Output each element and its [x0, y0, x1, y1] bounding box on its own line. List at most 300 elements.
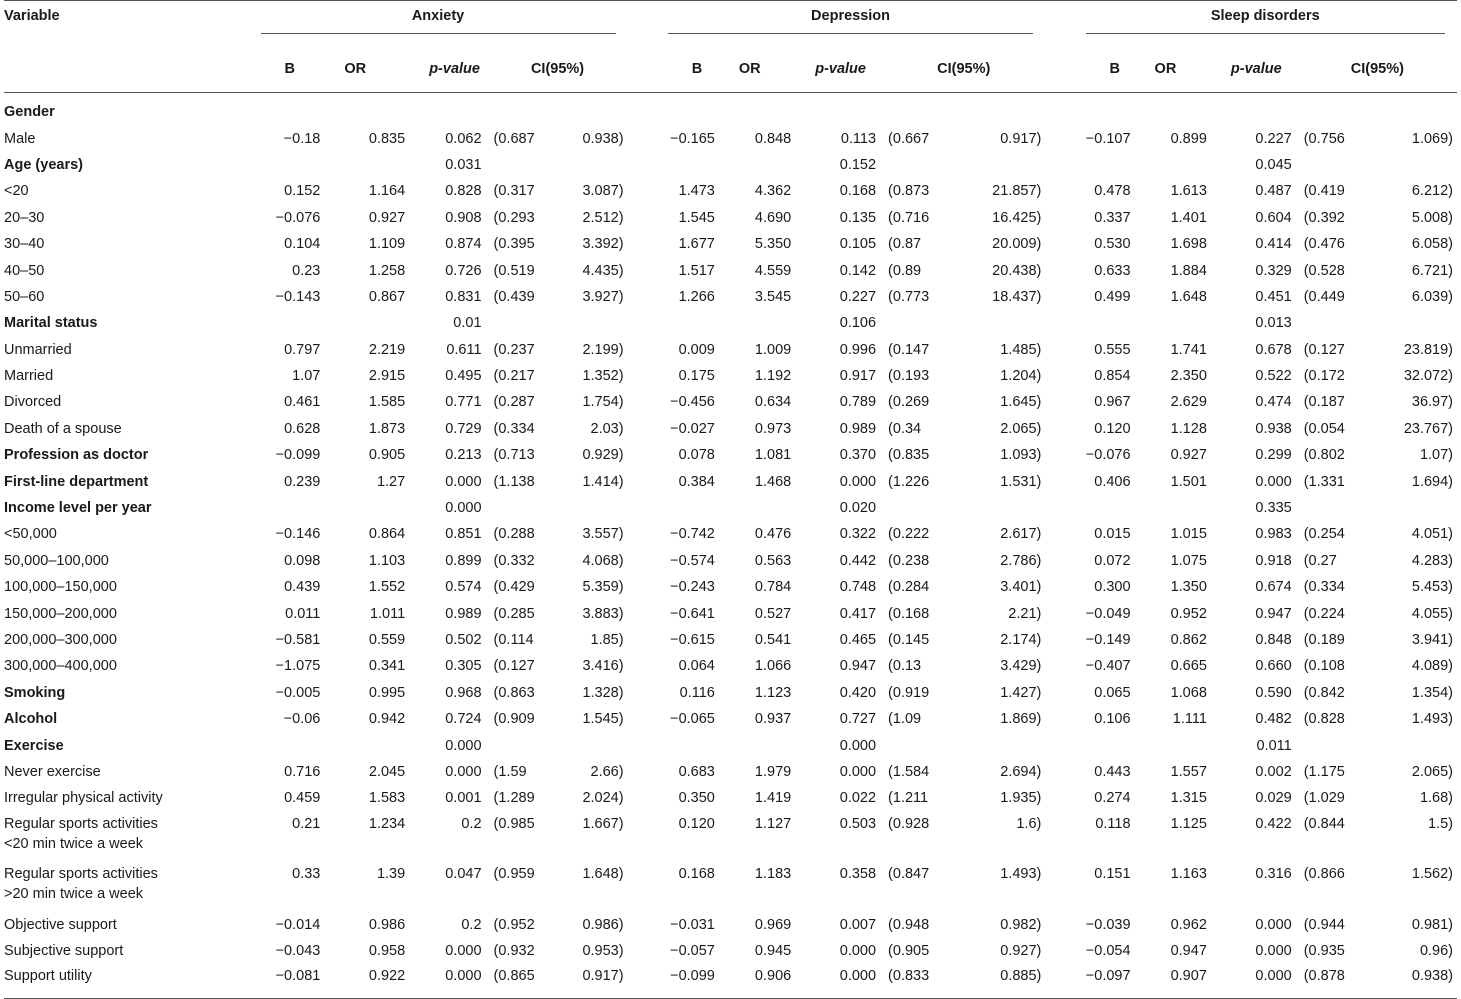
- table-cell: (0.145: [888, 632, 930, 648]
- table-cell: 0.142: [839, 262, 877, 279]
- table-cell: 0.981): [1411, 916, 1453, 933]
- table-cell: [1298, 93, 1374, 126]
- table-cell: [721, 93, 797, 126]
- table-cell: −0.149: [1085, 632, 1131, 648]
- table-cell: 1.27: [376, 473, 406, 490]
- table-cell: 3.087): [582, 183, 624, 200]
- table-row: [4, 862, 1457, 912]
- table-cell: 0.848: [1255, 632, 1292, 648]
- table-cell: 0.029: [1255, 790, 1292, 807]
- table-cell: 1.128: [1170, 420, 1207, 437]
- table-cell: 21.857): [992, 183, 1042, 200]
- table-cell: 1.315: [1170, 790, 1207, 807]
- table-cell: [1084, 93, 1137, 126]
- table-cell: (0.238: [888, 552, 930, 569]
- table-cell: 0.917): [1000, 130, 1042, 147]
- table-cell: (0.147: [888, 341, 930, 358]
- table-cell: −0.097: [1084, 964, 1137, 999]
- table-cell: (0.254: [1303, 526, 1345, 543]
- table-cell: (1.289: [493, 790, 535, 807]
- table-cell: (0.866: [1303, 865, 1345, 882]
- table-cell: 1.354): [1411, 684, 1453, 701]
- table-cell: 5.008): [1411, 209, 1453, 226]
- subcolumn-header-row: [4, 48, 1457, 93]
- table-cell: 0.929): [582, 447, 624, 464]
- table-cell: (0.847: [888, 865, 930, 882]
- table-cell: (0.13: [888, 658, 922, 675]
- table-cell: 1.125: [1170, 815, 1207, 832]
- table-cell: (0.189: [1303, 632, 1345, 648]
- table-cell: (0.944: [1303, 916, 1345, 933]
- table-cell: [572, 310, 627, 336]
- table-cell: 20.009): [992, 236, 1042, 253]
- table-cell: [666, 310, 721, 336]
- table-cell: 0.530: [1094, 236, 1131, 253]
- table-cell: −0.18: [283, 130, 321, 147]
- table-row: [4, 653, 1457, 679]
- table-cell: 1.350: [1170, 579, 1207, 596]
- subcol-header-p-value: p-value: [797, 48, 882, 93]
- table-cell: 1.111: [1172, 711, 1207, 728]
- row-label: Never exercise: [4, 763, 101, 780]
- table-cell: 1.07): [1419, 447, 1453, 464]
- table-cell: −0.043: [275, 943, 321, 960]
- table-cell: 0.634: [754, 394, 792, 411]
- table-cell: 0.105: [839, 236, 877, 253]
- table-cell: 2.350: [1170, 368, 1207, 385]
- table-cell: (0.334: [1303, 579, 1345, 596]
- table-cell: 1.754): [582, 394, 624, 411]
- table-cell: (0.392: [1303, 209, 1345, 226]
- row-label: Age (years): [4, 156, 83, 173]
- table-cell: [666, 732, 721, 758]
- row-label: Objective support: [4, 916, 117, 933]
- table-cell: (0.985: [493, 815, 535, 832]
- table-cell: [572, 732, 627, 758]
- table-cell: 0.563: [754, 552, 792, 569]
- table-cell: 1.401: [1170, 209, 1207, 226]
- subcol-header-p-value: p-value: [411, 48, 487, 93]
- table-cell: 0.451: [1255, 288, 1292, 305]
- table-cell: 0.958: [368, 943, 406, 960]
- table-cell: 0.899: [445, 552, 482, 569]
- table-cell: (0.932: [493, 943, 535, 960]
- table-cell: 1.011: [369, 605, 406, 622]
- table-cell: (0.269: [888, 394, 930, 411]
- table-cell: 0.116: [679, 684, 715, 701]
- table-cell: (0.802: [1303, 447, 1345, 464]
- table-cell: (1.59: [493, 763, 527, 780]
- table-cell: 0.358: [839, 865, 877, 882]
- table-cell: (0.287: [493, 394, 535, 411]
- table-cell: 3.941): [1411, 632, 1453, 648]
- table-cell: 1.081: [754, 447, 792, 464]
- table-cell: 0.078: [678, 447, 715, 464]
- table-cell: 0.922: [326, 964, 411, 999]
- table-cell: 0.665: [1170, 658, 1207, 675]
- table-cell: 1.648): [582, 865, 624, 882]
- table-cell: 0.938): [582, 130, 624, 147]
- table-cell: 0.062: [445, 130, 482, 147]
- subcol-header-or: OR: [326, 48, 411, 93]
- table-cell: 0.000: [411, 964, 487, 999]
- table-cell: 0.789: [839, 394, 877, 411]
- table-row: [4, 257, 1457, 283]
- table-cell: 0.771: [445, 394, 482, 411]
- table-cell: 0.000: [839, 473, 877, 490]
- table-cell: 6.058): [1411, 236, 1453, 253]
- table-cell: −0.456: [670, 394, 715, 411]
- table-cell: (0.127: [493, 658, 535, 675]
- table-cell: (0.168: [888, 605, 930, 622]
- table-cell: [488, 93, 573, 126]
- row-label: Death of a spouse: [4, 420, 122, 437]
- table-cell: [488, 152, 573, 178]
- table-cell: 2.199): [582, 341, 624, 358]
- table-cell: 0.969: [754, 916, 792, 933]
- table-cell: 3.557): [582, 526, 624, 543]
- table-cell: 0.2: [461, 815, 482, 832]
- table-cell: 0.828: [445, 183, 482, 200]
- table-cell: (1.029: [1303, 790, 1345, 807]
- table-row: [4, 785, 1457, 811]
- regression-table: [4, 0, 1457, 999]
- table-cell: (0.528: [1303, 262, 1345, 279]
- table-cell: (0.054: [1303, 420, 1345, 437]
- table-cell: (0.833: [882, 964, 958, 999]
- table-cell: 2.174): [1000, 632, 1042, 648]
- row-label: 150,000–200,000: [4, 605, 117, 622]
- table-cell: 0.917: [839, 368, 877, 385]
- table-cell: (0.108: [1303, 658, 1345, 675]
- table-cell: 1.557: [1170, 763, 1207, 780]
- table-cell: 1.545: [678, 209, 715, 226]
- table-cell: 0.918: [1255, 552, 1292, 569]
- table-cell: 0.674: [1255, 579, 1292, 596]
- table-cell: 0.724: [445, 711, 482, 728]
- table-cell: 1.667): [582, 815, 624, 832]
- table-cell: 1.694): [1411, 473, 1453, 490]
- table-cell: 0.104: [284, 236, 321, 253]
- table-cell: 0.461: [284, 394, 321, 411]
- subcol-header-or: OR: [1137, 48, 1213, 93]
- table-cell: 4.055): [1411, 605, 1453, 622]
- table-cell: 23.819): [1403, 341, 1453, 358]
- table-row: [4, 938, 1457, 964]
- group-header-sleep-disorders: Sleep disorders: [1084, 1, 1457, 49]
- table-cell: [1374, 310, 1457, 336]
- table-cell: 1.884: [1170, 262, 1207, 279]
- row-label: Profession as doctor: [4, 447, 149, 464]
- table-cell: [259, 495, 327, 521]
- row-label: Support utility: [4, 964, 259, 999]
- row-label: Divorced: [4, 394, 62, 411]
- table-cell: 0.065: [1094, 684, 1131, 701]
- table-cell: 0.611: [446, 341, 482, 358]
- row-label: Male: [4, 130, 36, 147]
- table-cell: [1084, 152, 1137, 178]
- table-cell: 1.68): [1419, 790, 1453, 807]
- table-cell: (1.226: [888, 473, 930, 490]
- table-cell: 0.031: [445, 156, 482, 173]
- table-cell: (0.909: [493, 711, 535, 728]
- table-cell: 0.499: [1094, 288, 1131, 305]
- table-cell: 0.953): [582, 943, 624, 960]
- table-cell: 2.512): [582, 209, 624, 226]
- table-cell: 0.459: [284, 790, 321, 807]
- table-cell: 0.899: [1170, 130, 1207, 147]
- table-cell: 5.453): [1411, 579, 1453, 596]
- table-cell: 1.39: [376, 865, 406, 882]
- table-cell: 0.341: [368, 658, 406, 675]
- table-cell: 0.002: [1255, 763, 1292, 780]
- table-cell: 0.000: [1255, 473, 1292, 490]
- table-cell: 1.066: [754, 658, 792, 675]
- table-cell: 0.995: [368, 684, 406, 701]
- table-cell: −0.027: [670, 420, 715, 437]
- table-cell: (0.285: [493, 605, 535, 622]
- table-cell: 0.478: [1094, 183, 1131, 200]
- table-cell: 0.938): [1374, 964, 1457, 999]
- table-cell: 0.628: [284, 420, 321, 437]
- table-cell: 2.629: [1170, 394, 1207, 411]
- table-row: [4, 964, 1457, 999]
- table-cell: 1.552: [368, 579, 406, 596]
- table-cell: 3.401): [1000, 579, 1042, 596]
- table-cell: [1298, 732, 1374, 758]
- table-cell: −0.099: [666, 964, 721, 999]
- table-cell: 1.123: [754, 684, 792, 701]
- table-row: [4, 363, 1457, 389]
- table-cell: −0.243: [670, 579, 715, 596]
- table-cell: [1298, 152, 1374, 178]
- table-cell: (0.332: [493, 552, 535, 569]
- table-cell: 0.862: [1170, 632, 1207, 648]
- table-cell: −0.076: [1085, 447, 1131, 464]
- table-cell: 2.915: [368, 368, 406, 385]
- table-cell: (0.89: [888, 262, 922, 279]
- row-label: 200,000–300,000: [4, 632, 117, 648]
- table-cell: 0.784: [754, 579, 792, 596]
- table-cell: (0.395: [493, 236, 535, 253]
- row-label: Regular sports activities >20 min twice a week: [4, 865, 158, 902]
- table-cell: 20.438): [992, 262, 1042, 279]
- table-cell: 0.151: [1094, 865, 1131, 882]
- table-cell: 0.559: [368, 632, 406, 648]
- table-cell: 0.152: [839, 156, 877, 173]
- table-cell: [1084, 310, 1137, 336]
- table-cell: 1.583: [368, 790, 406, 807]
- table-cell: 0.175: [678, 368, 715, 385]
- table-cell: (1.331: [1303, 473, 1345, 490]
- table-cell: 0.439: [284, 579, 321, 596]
- variable-header: Variable: [4, 1, 259, 49]
- table-row: [4, 310, 1457, 336]
- table-cell: 0.522: [1255, 368, 1292, 385]
- table-cell: 0.274: [1094, 790, 1131, 807]
- table-cell: (0.905: [888, 943, 930, 960]
- table-cell: (0.863: [493, 684, 535, 701]
- group-header-depression: Depression: [666, 1, 1046, 49]
- table-cell: 4.559: [754, 262, 792, 279]
- table-cell: −0.06: [283, 711, 321, 728]
- table-cell: [1374, 93, 1457, 126]
- row-label: <20: [4, 183, 29, 200]
- table-cell: 3.883): [582, 605, 624, 622]
- table-cell: 1.741: [1170, 341, 1207, 358]
- table-cell: [721, 310, 797, 336]
- table-cell: (0.87: [888, 236, 922, 253]
- table-cell: 0.015: [1094, 526, 1131, 543]
- table-cell: 1.873: [368, 420, 406, 437]
- table-cell: 0.867: [368, 288, 406, 305]
- table-cell: [1137, 310, 1213, 336]
- table-cell: 5.359): [582, 579, 624, 596]
- table-cell: −0.081: [259, 964, 327, 999]
- table-cell: 1.127: [754, 815, 792, 832]
- table-cell: 1.979: [754, 763, 792, 780]
- table-cell: 1.192: [754, 368, 792, 385]
- table-cell: 1.613: [1170, 183, 1207, 200]
- table-cell: 0.716: [284, 763, 321, 780]
- table-cell: 0.000: [445, 473, 482, 490]
- table-cell: 1.585: [368, 394, 406, 411]
- table-cell: 0.120: [678, 815, 715, 832]
- table-row: [4, 574, 1457, 600]
- row-label: Irregular physical activity: [4, 790, 163, 807]
- table-cell: 0.022: [839, 790, 877, 807]
- table-cell: 1.562): [1411, 865, 1453, 882]
- row-label: Unmarried: [4, 341, 72, 358]
- table-cell: 0.335: [1255, 500, 1292, 517]
- table-cell: 0.604: [1255, 209, 1292, 226]
- table-cell: −0.031: [670, 916, 715, 933]
- table-cell: 0.541: [754, 632, 792, 648]
- table-cell: 2.21): [1008, 605, 1042, 622]
- table-cell: 0.907: [1137, 964, 1213, 999]
- table-cell: 0.937: [754, 711, 792, 728]
- table-cell: [488, 310, 573, 336]
- table-cell: 0.213: [445, 447, 482, 464]
- table-cell: [326, 310, 411, 336]
- table-cell: 1.645): [1000, 394, 1042, 411]
- table-row: [4, 600, 1457, 626]
- table-row: [4, 812, 1457, 862]
- table-cell: [666, 93, 721, 126]
- table-cell: −0.005: [275, 684, 321, 701]
- table-cell: 0.168: [839, 183, 877, 200]
- table-cell: 0.098: [284, 552, 321, 569]
- table-cell: 0.962: [1170, 916, 1207, 933]
- table-cell: 0.120: [1094, 420, 1131, 437]
- table-cell: 2.065): [1000, 420, 1042, 437]
- table-cell: −0.146: [275, 526, 321, 543]
- row-label: 300,000–400,000: [4, 658, 117, 675]
- table-cell: [721, 495, 797, 521]
- table-cell: 0.927: [1170, 447, 1207, 464]
- table-cell: 0.986): [582, 916, 624, 933]
- table-cell: 1.204): [1000, 368, 1042, 385]
- table-cell: 0.527: [754, 605, 792, 622]
- table-cell: (0.948: [888, 916, 930, 933]
- table-cell: −0.076: [275, 209, 321, 226]
- table-cell: (0.224: [1303, 605, 1345, 622]
- table-cell: 4.068): [582, 552, 624, 569]
- table-cell: 0.748: [839, 579, 877, 596]
- table-cell: −0.039: [1085, 916, 1131, 933]
- table-cell: 0.947: [839, 658, 877, 675]
- row-label: First-line department: [4, 473, 149, 490]
- table-cell: 0.370: [839, 447, 877, 464]
- table-cell: 2.024): [582, 790, 624, 807]
- table-cell: [882, 732, 958, 758]
- table-cell: 2.66): [590, 763, 624, 780]
- table-cell: [721, 732, 797, 758]
- table-cell: [259, 732, 327, 758]
- table-cell: (0.713: [493, 447, 535, 464]
- table-cell: 2.03): [590, 420, 624, 437]
- table-cell: 0.384: [678, 473, 715, 490]
- table-cell: 0.227: [1255, 130, 1292, 147]
- table-cell: 0.797: [284, 341, 321, 358]
- table-cell: (1.138: [493, 473, 535, 490]
- table-cell: [666, 495, 721, 521]
- table-cell: −0.615: [670, 632, 715, 648]
- table-cell: −0.057: [670, 943, 715, 960]
- row-label: Gender: [4, 104, 55, 121]
- table-cell: 0.135: [839, 209, 877, 226]
- table-cell: (0.756: [1303, 130, 1345, 147]
- table-cell: (1.584: [888, 763, 930, 780]
- table-row: [4, 706, 1457, 732]
- table-cell: [1137, 152, 1213, 178]
- table-cell: 5.350: [754, 236, 792, 253]
- table-cell: 0.013: [1255, 315, 1292, 332]
- table-row: [4, 93, 1457, 126]
- table-cell: (0.237: [493, 341, 535, 358]
- table-body: [4, 93, 1457, 999]
- subcol-header-b: B: [259, 48, 327, 93]
- table-cell: −0.107: [1085, 130, 1131, 147]
- table-cell: 18.437): [992, 288, 1042, 305]
- table-cell: [572, 152, 627, 178]
- table-row: [4, 732, 1457, 758]
- table-row: [4, 759, 1457, 785]
- table-cell: 0.474: [1255, 394, 1292, 411]
- table-cell: [797, 93, 882, 126]
- table-cell: 1.414): [582, 473, 624, 490]
- table-row: [4, 521, 1457, 547]
- table-cell: 4.435): [582, 262, 624, 279]
- table-cell: 0.967: [1094, 394, 1131, 411]
- table-cell: (0.187: [1303, 394, 1345, 411]
- table-cell: 0.555: [1094, 341, 1131, 358]
- table-cell: 1.531): [1000, 473, 1042, 490]
- table-cell: 0.633: [1094, 262, 1131, 279]
- table-cell: 1.183: [754, 865, 792, 882]
- table-cell: [488, 495, 573, 521]
- table-cell: (0.172: [1303, 368, 1345, 385]
- table-row: [4, 442, 1457, 468]
- table-cell: [958, 495, 1045, 521]
- table-cell: 1.468: [754, 473, 792, 490]
- table-cell: 1.234: [368, 815, 406, 832]
- table-cell: 0.476: [754, 526, 792, 543]
- table-cell: 1.869): [1000, 711, 1042, 728]
- subcol-header-ci: CI(95%): [488, 48, 628, 93]
- table-cell: 0.917): [572, 964, 627, 999]
- table-cell: (0.687: [493, 130, 535, 147]
